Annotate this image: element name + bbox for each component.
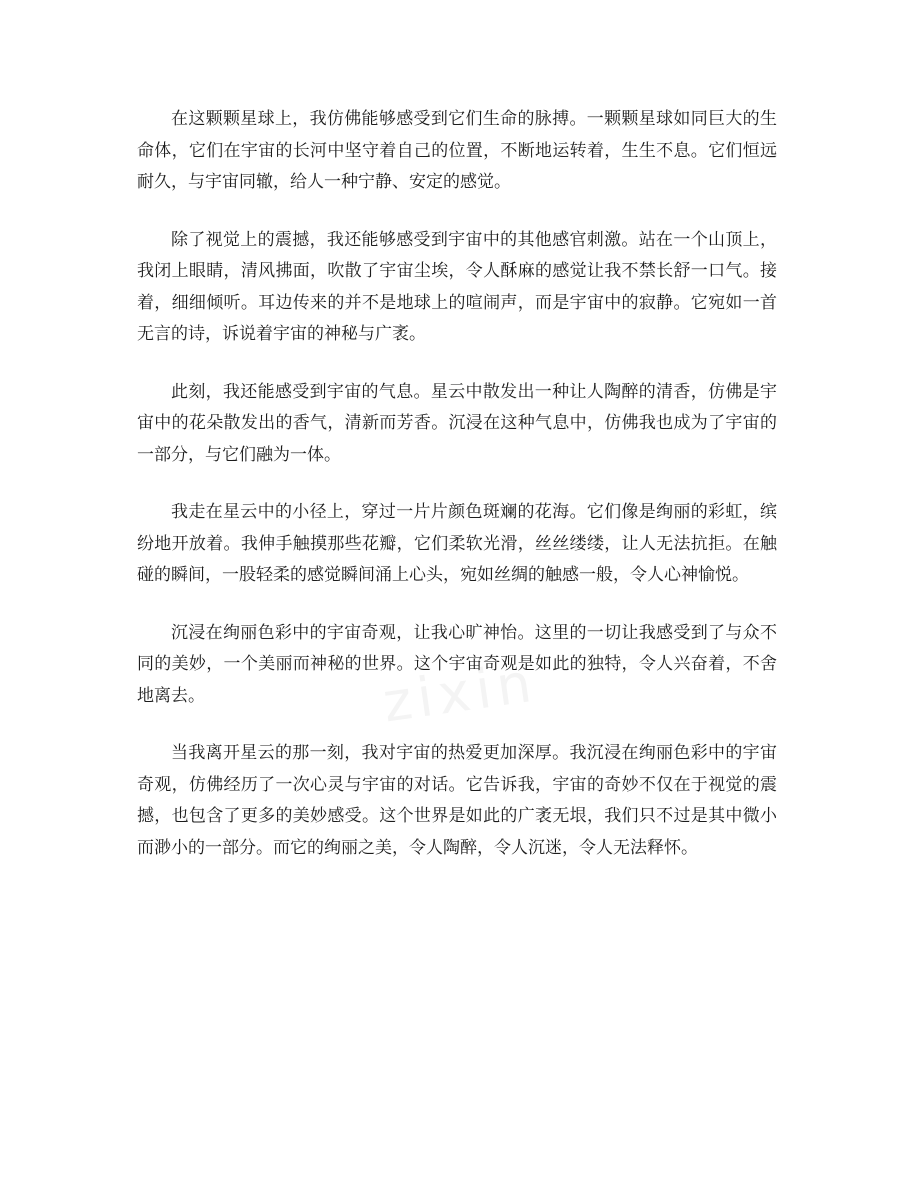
paragraph-4: 我走在星云中的小径上，穿过一片片颜色斑斓的花海。它们像是绚丽的彩虹，缤纷地开放着。我伸手触摸那些花瓣，它们柔软光滑，丝丝缕缕，让人无法抗拒。在触碰的瞬间，一股轻柔的感觉瞬间涌上心头，宛如丝绸的触感一般，令人心神愉悦。: [137, 502, 777, 585]
paragraph-3: 此刻，我还能感受到宇宙的气息。星云中散发出一种让人陶醉的清香，仿佛是宇宙中的花朵散发出的香气，清新而芳香。沉浸在这种气息中，仿佛我也成为了宇宙的一部分，与它们融为一体。: [137, 381, 777, 465]
paragraph-6: 当我离开星云的那一刻，我对宇宙的热爱更加深厚。我沉浸在绚丽色彩中的宇宙奇观，仿佛经历了一次心灵与宇宙的对话。它告诉我，宇宙的奇妙不仅在于视觉的震撼，也包含了更多的美妙感受。这个世界是如此的广袤无垠，我们只不过是其中微小而渺小的一部分。而它的绚丽之美，令人陶醉，令人沉迷，令人无法释怀。: [137, 743, 777, 858]
paragraph-2: 除了视觉上的震撼，我还能够感受到宇宙中的其他感官刺激。站在一个山顶上，我闭上眼睛，清风拂面，吹散了宇宙尘埃，令人酥麻的感觉让我不禁长舒一口气。接着，细细倾听。耳边传来的并不是地球上的喧闹声，而是宇宙中的寂静。它宛如一首无言的诗，诉说着宇宙的神秘与广袤。: [137, 229, 777, 344]
paragraph-5: 沉浸在绚丽色彩中的宇宙奇观，让我心旷神怡。这里的一切让我感受到了与众不同的美妙，一个美丽而神秘的世界。这个宇宙奇观是如此的独特，令人兴奋着，不舍地离去。: [137, 622, 777, 706]
document-body: [137, 104, 777, 890]
watermark: zixin: [379, 650, 541, 734]
paragraph-1: 在这颗颗星球上，我仿佛能够感受到它们生命的脉搏。一颗颗星球如同巨大的生命体，它们在宇宙的长河中坚守着自己的位置，不断地运转着，生生不息。它们恒远耐久，与宇宙同辙，给人一种宁静、安定的感觉。: [137, 109, 777, 192]
